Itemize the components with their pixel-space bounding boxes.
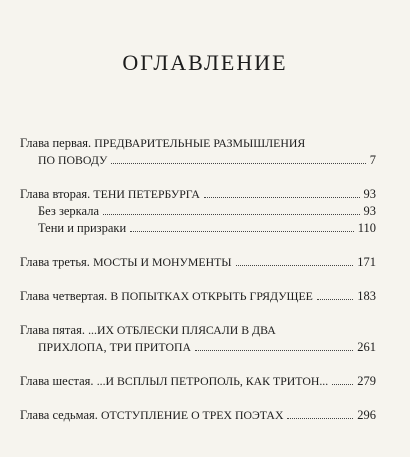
dot-leader <box>195 350 353 351</box>
chapter-heading: ПРЕДВАРИТЕЛЬНЫЕ РАЗМЫШЛЕНИЯ <box>94 136 306 150</box>
page-number: 296 <box>357 408 376 422</box>
page-number: 110 <box>357 221 376 235</box>
chapter-title <box>20 136 305 151</box>
toc-line <box>20 136 376 151</box>
subsection-title: Без зеркала <box>38 204 100 218</box>
chapter-label: Глава первая. <box>20 136 92 150</box>
dot-leader <box>287 418 353 419</box>
dot-leader <box>317 299 353 300</box>
page-number: 93 <box>363 187 376 201</box>
chapter-heading-continued: ПРИХЛОПА, ТРИ ПРИТОПА <box>38 340 192 354</box>
chapter-title <box>20 323 276 338</box>
toc-line <box>20 340 376 355</box>
toc-entry-chapter-3 <box>20 255 376 270</box>
chapter-label: Глава седьмая. <box>20 408 98 422</box>
chapter-label: Глава вторая. <box>20 187 91 201</box>
chapter-title <box>20 374 328 389</box>
chapter-label: Глава четвертая. <box>20 289 108 303</box>
dot-leader <box>204 197 360 198</box>
toc-line <box>20 408 376 423</box>
chapter-title <box>20 289 313 304</box>
toc-entry-chapter-4 <box>20 289 376 304</box>
toc-line <box>20 374 376 389</box>
toc-subentry <box>20 221 376 236</box>
toc-line <box>20 153 376 168</box>
page-title: ОГЛАВЛЕНИЕ <box>122 50 288 75</box>
chapter-heading: ОТСТУПЛЕНИЕ О ТРЕХ ПОЭТАХ <box>101 408 284 422</box>
chapter-title <box>20 187 200 202</box>
page-number: 7 <box>369 153 376 167</box>
chapter-heading: ...ИХ ОТБЛЕСКИ ПЛЯСАЛИ В ДВА <box>88 323 276 337</box>
toc-entry-chapter-7 <box>20 408 376 423</box>
toc-entry-chapter-6 <box>20 374 376 389</box>
chapter-heading: МОСТЫ И МОНУМЕНТЫ <box>93 255 232 269</box>
chapter-title <box>20 408 283 423</box>
dot-leader <box>332 384 353 385</box>
page-number: 279 <box>357 374 376 388</box>
toc-line <box>20 289 376 304</box>
chapter-heading: ТЕНИ ПЕТЕРБУРГА <box>93 187 200 201</box>
toc-line <box>20 255 376 270</box>
dot-leader <box>103 214 359 215</box>
toc-line <box>20 187 376 202</box>
chapter-heading: В ПОПЫТКАХ ОТКРЫТЬ ГРЯДУЩЕЕ <box>110 289 313 303</box>
table-of-contents <box>20 136 376 442</box>
page-number: 171 <box>357 255 376 269</box>
toc-entry-chapter-5 <box>20 323 376 355</box>
toc-subentry <box>20 204 376 219</box>
toc-entry-chapter-2 <box>20 187 376 236</box>
dot-leader <box>111 163 365 164</box>
subsection-title: Тени и призраки <box>38 221 127 235</box>
chapter-heading: ...И ВСПЛЫЛ ПЕТРОПОЛЬ, КАК ТРИТОН... <box>96 374 329 388</box>
chapter-heading-continued: ПО ПОВОДУ <box>38 153 108 167</box>
chapter-title <box>20 255 232 270</box>
toc-line <box>20 323 376 338</box>
page-number: 183 <box>357 289 376 303</box>
chapter-label: Глава третья. <box>20 255 90 269</box>
page-number: 93 <box>363 204 376 218</box>
chapter-label: Глава шестая. <box>20 374 94 388</box>
page-number: 261 <box>357 340 376 354</box>
chapter-label: Глава пятая. <box>20 323 85 337</box>
dot-leader <box>130 231 354 232</box>
dot-leader <box>236 265 354 266</box>
toc-entry-chapter-1 <box>20 136 376 168</box>
